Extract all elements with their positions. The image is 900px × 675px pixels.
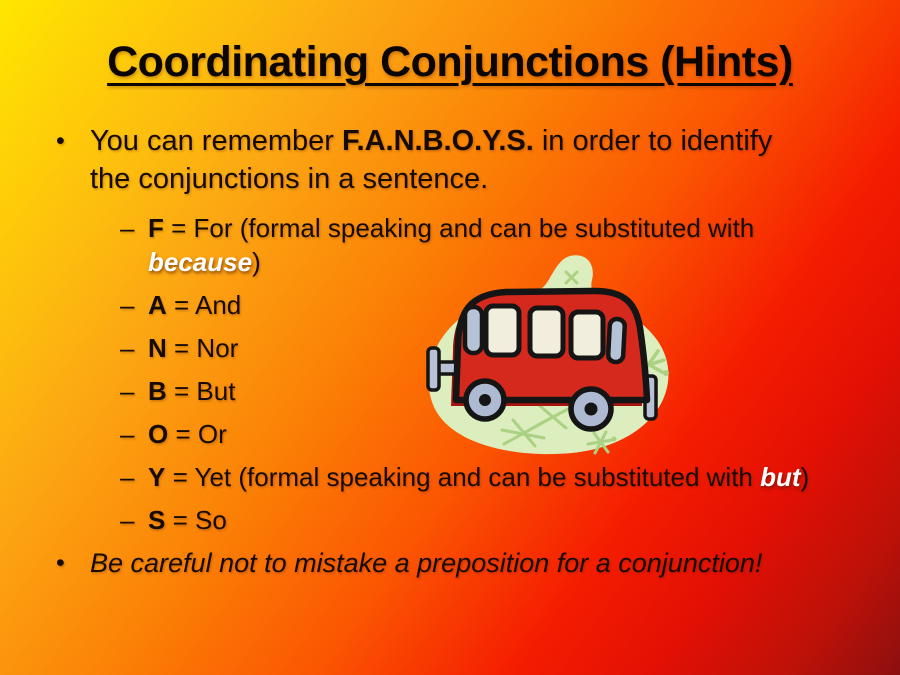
fanboys-definition: = Nor bbox=[166, 332, 239, 363]
intro-bullet bbox=[0, 122, 900, 198]
fanboys-text bbox=[148, 374, 235, 408]
fanboys-text bbox=[148, 460, 809, 494]
dash-bullet-icon: – bbox=[120, 332, 135, 363]
fanboys-item-o bbox=[120, 417, 900, 451]
warning-text: Be careful not to mistake a preposition for a conjunction! bbox=[90, 547, 763, 578]
intro-acronym: F.A.N.B.O.Y.S. bbox=[342, 124, 534, 157]
intro-post: in order to identify the conjunctions in a sentence. bbox=[90, 124, 773, 195]
fanboys-suffix: ) bbox=[252, 246, 261, 277]
slide-title: Coordinating Conjunctions (Hints) bbox=[107, 38, 793, 86]
fanboys-definition: = And bbox=[166, 289, 242, 320]
fanboys-letter: A bbox=[148, 289, 167, 320]
fanboys-suffix: ) bbox=[800, 461, 810, 492]
intro-pre: You can remember bbox=[90, 124, 343, 157]
fanboys-letter: S bbox=[148, 504, 166, 535]
dash-bullet-icon: – bbox=[120, 504, 135, 535]
fanboys-text bbox=[148, 417, 227, 451]
dash-bullet-icon: – bbox=[120, 418, 135, 449]
fanboys-letter: Y bbox=[148, 461, 166, 492]
bullet-icon: • bbox=[56, 548, 65, 577]
dash-bullet-icon: – bbox=[120, 375, 135, 406]
dash-bullet-icon: – bbox=[120, 212, 135, 243]
fanboys-text bbox=[148, 288, 241, 322]
slide-body bbox=[0, 122, 900, 580]
intro-text bbox=[90, 122, 780, 198]
fanboys-definition: = Yet (formal speaking and can be substituted with bbox=[165, 461, 761, 492]
fanboys-substitute: but bbox=[760, 461, 801, 492]
warning-bullet bbox=[0, 546, 900, 580]
dash-bullet-icon: – bbox=[120, 289, 135, 320]
fanboys-item-s bbox=[120, 503, 900, 537]
dash-bullet-icon: – bbox=[120, 461, 135, 492]
bullet-icon: • bbox=[56, 126, 65, 155]
fanboys-letter: O bbox=[148, 418, 169, 449]
fanboys-item-y bbox=[120, 460, 900, 494]
fanboys-letter: B bbox=[148, 375, 167, 406]
fanboys-item-f bbox=[120, 211, 900, 279]
fanboys-list bbox=[0, 211, 900, 537]
fanboys-definition: = So bbox=[165, 504, 227, 535]
fanboys-letter: N bbox=[148, 332, 167, 363]
fanboys-item-a bbox=[120, 288, 900, 322]
fanboys-text bbox=[148, 331, 238, 365]
fanboys-substitute: because bbox=[148, 246, 253, 277]
fanboys-text bbox=[148, 503, 227, 537]
fanboys-item-b bbox=[120, 374, 900, 408]
fanboys-item-n bbox=[120, 331, 900, 365]
fanboys-letter: F bbox=[148, 212, 164, 243]
fanboys-definition: = Or bbox=[168, 418, 227, 449]
fanboys-definition: = For (formal speaking and can be substituted with bbox=[163, 212, 755, 243]
fanboys-definition: = But bbox=[166, 375, 236, 406]
fanboys-text bbox=[148, 211, 828, 279]
